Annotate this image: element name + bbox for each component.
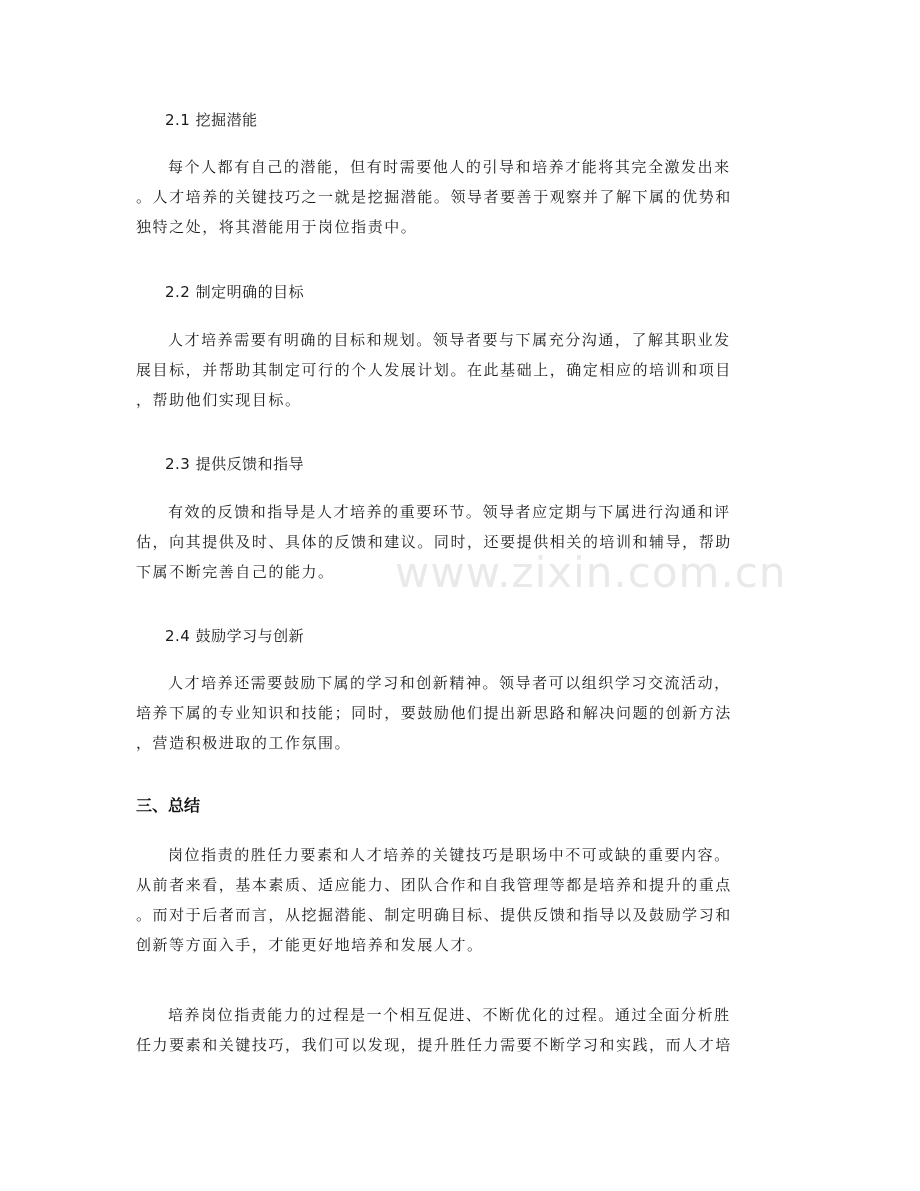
section-heading-2-2: 2.2 制定明确的目标 — [165, 283, 305, 301]
conclusion-paragraph-1 — [136, 840, 788, 960]
paragraph-line: ，营造积极进取的工作氛围。 — [136, 734, 352, 752]
paragraph-line: 培养下属的专业知识和技能；同时，要鼓励他们提出新思路和解决问题的创新方法 — [136, 704, 732, 722]
paragraph-line: 每个人都有自己的潜能，但有时需要他人的引导和培养才能将其完全激发出来 — [168, 158, 731, 176]
paragraph-line: 独特之处，将其潜能用于岗位指责中。 — [136, 218, 418, 236]
paragraph-line: 从前者来看，基本素质、适应能力、团队合作和自我管理等都是培养和提升的重点 — [136, 876, 732, 894]
section-heading-2-1: 2.1 挖掘潜能 — [165, 111, 258, 129]
section-heading-2-3: 2.3 提供反馈和指导 — [165, 455, 305, 473]
paragraph-line: 人才培养还需要鼓励下属的学习和创新精神。领导者可以组织学习交流活动， — [168, 674, 731, 692]
paragraph-line: 。人才培养的关键技巧之一就是挖掘潜能。领导者要善于观察并了解下属的优势和 — [136, 188, 732, 206]
paragraph-line: 任力要素和关键技巧，我们可以发现，提升胜任力需要不断学习和实践，而人才培 — [136, 1036, 732, 1054]
paragraph-line: ，帮助他们实现目标。 — [136, 391, 302, 409]
paragraph-line: 有效的反馈和指导是人才培养的重要环节。领导者应定期与下属进行沟通和评 — [168, 503, 731, 521]
paragraph-line: 下属不断完善自己的能力。 — [136, 563, 335, 581]
conclusion-heading: 三、总结 — [136, 796, 201, 815]
conclusion-paragraph-2 — [136, 1000, 788, 1060]
paragraph-line: 岗位指责的胜任力要素和人才培养的关键技巧是职场中不可或缺的重要内容。 — [168, 846, 731, 864]
watermark-text: www.zixin.com.cn — [395, 548, 787, 597]
paragraph-line: 展目标，并帮助其制定可行的个人发展计划。在此基础上，确定相应的培训和项目 — [136, 361, 732, 379]
section-paragraph-2-3 — [136, 497, 788, 587]
section-heading-2-4: 2.4 鼓励学习与创新 — [165, 627, 305, 645]
paragraph-line: 人才培养需要有明确的目标和规划。领导者要与下属充分沟通，了解其职业发 — [168, 331, 731, 349]
paragraph-line: 创新等方面入手，才能更好地培养和发展人才。 — [136, 936, 484, 954]
section-paragraph-2-1 — [136, 152, 788, 242]
section-paragraph-2-2 — [136, 325, 788, 415]
paragraph-line: 估，向其提供及时、具体的反馈和建议。同时，还要提供相关的培训和辅导，帮助 — [136, 533, 732, 551]
paragraph-line: 。而对于后者而言，从挖掘潜能、制定明确目标、提供反馈和指导以及鼓励学习和 — [136, 906, 732, 924]
section-paragraph-2-4 — [136, 668, 788, 758]
paragraph-line: 培养岗位指责能力的过程是一个相互促进、不断优化的过程。通过全面分析胜 — [168, 1006, 731, 1024]
